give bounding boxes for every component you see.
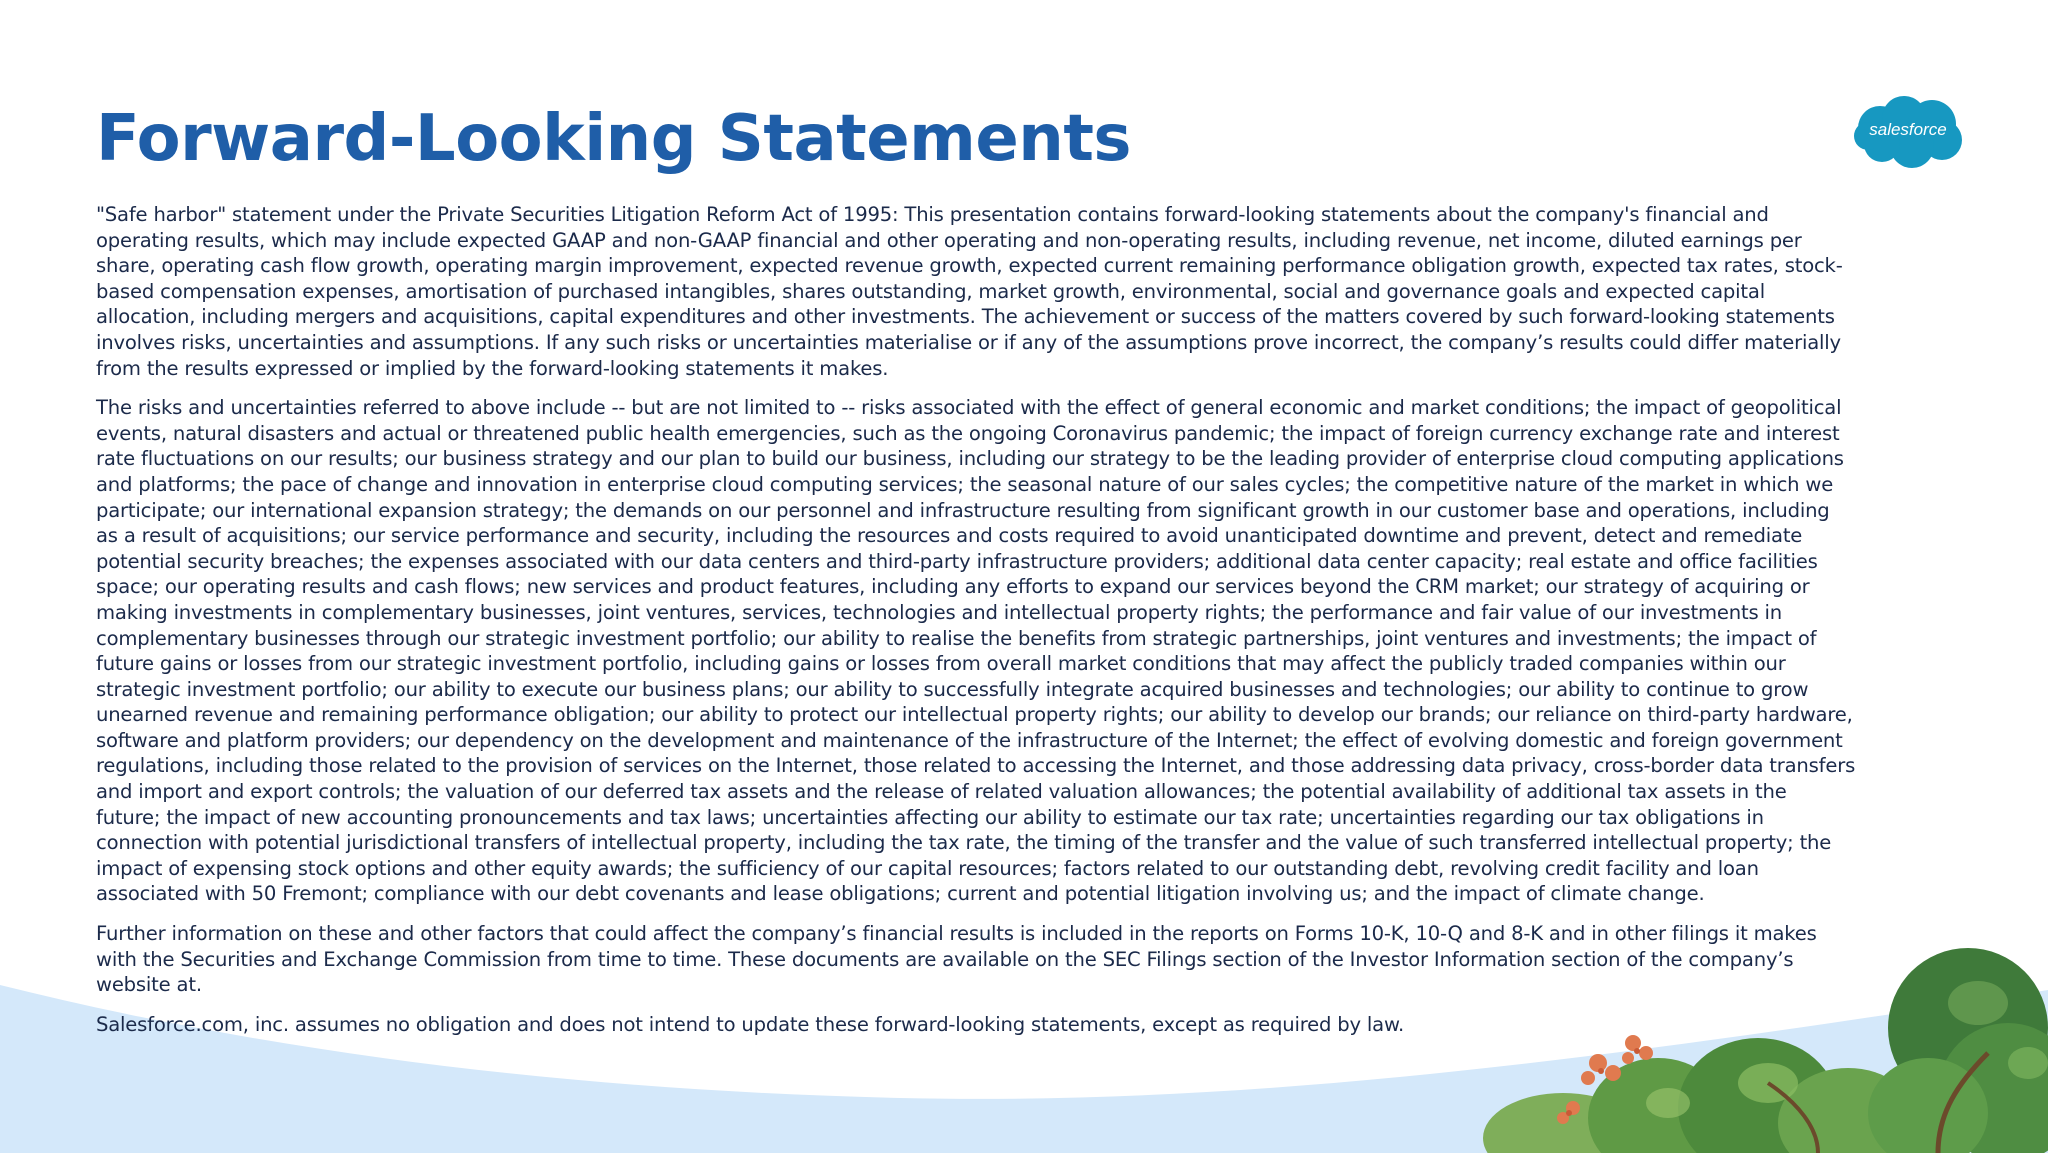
slide-title: Forward-Looking Statements <box>96 102 1131 176</box>
slide-content <box>96 96 1856 1051</box>
further-information-paragraph: Further information on these and other factors that could affect the company’s financial results is included in the reports on Forms 10-K, 10-Q and 8-K and in other filings it makes with the Securities and Exchange Commission from time to time. These documents are available on the SEC Filings section of the Investor Information section of the company’s website at. <box>96 922 1817 997</box>
risks-paragraph: The risks and uncertainties referred to above include -- but are not limited to -- risks associated with the effect of general economic and market conditions; the impact of geopolitical events, natural disasters and actual or threatened public health emergencies, such as the ongoing Coronavirus pandemic; the impact of foreign currency exchange rate and interest rate fluctuations on our results; our business strategy and our plan to build our business, including our strategy to be the leading provider of enterprise cloud computing applications and platforms; the pace of change and innovation in enterprise cloud computing services; the seasonal nature of our sales cycles; the competitive nature of the market in which we participate; our international expansion strategy; the demands on our personnel and infrastructure resulting from significant growth in our customer base and operations, including as a result of acquisitions; our service performance and security, including the resources and costs required to avoid unanticipated downtime and prevent, detect and remediate potential security breaches; the expenses associated with our data centers and third-party infrastructure providers; additional data center capacity; real estate and office facilities space; our operating results and cash flows; new services and product features, including any efforts to expand our services beyond the CRM market; our strategy of acquiring or making investments in complementary businesses, joint ventures, services, technologies and intellectual property rights; the performance and fair value of our investments in complementary businesses through our strategic investment portfolio; our ability to realise the benefits from strategic partnerships, joint ventures and investments; the impact of future gains or losses from our strategic investment portfolio, including gains or losses from overall market conditions that may affect the publicly traded companies within our strategic investment portfolio; our ability to execute our business plans; our ability to successfully integrate acquired businesses and technologies; our ability to continue to grow unearned revenue and remaining performance obligation; our ability to protect our intellectual property rights; our ability to develop our brands; our reliance on third-party hardware, software and platform providers; our dependency on the development and maintenance of the infrastructure of the Internet; the effect of evolving domestic and foreign government regulations, including those related to the provision of services on the Internet, those related to accessing the Internet, and those addressing data privacy, cross-border data transfers and import and export controls; the valuation of our deferred tax assets and the release of related valuation allowances; the potential availability of additional tax assets in the future; the impact of new accounting pronouncements and tax laws; uncertainties affecting our ability to estimate our tax rate; uncertainties regarding our tax obligations in connection with potential jurisdictional transfers of intellectual property, including the tax rate, the timing of the transfer and the value of such transferred intellectual property; the impact of expensing stock options and other equity awards; the sufficiency of our capital resources; factors related to our outstanding debt, revolving credit facility and loan associated with 50 Fremont; compliance with our debt covenants and lease obligations; current and potential litigation involving us; and the impact of climate change. <box>96 396 1856 906</box>
logo-text: salesforce <box>1869 120 1947 139</box>
safe-harbor-paragraph: "Safe harbor" statement under the Private Securities Litigation Reform Act of 1995: This presentation contains forward-looking statements about the company's financial and operating results, which may include expected GAAP and non-GAAP financial and other operating and non-operating results, including revenue, net income, diluted earnings per share, operating cash flow growth, operating margin improvement, expected revenue growth, expected current remaining performance obligation growth, expected tax rates, stock-based compensation expenses, amortisation of purchased intangibles, shares outstanding, market growth, environmental, social and governance goals and expected capital allocation, including mergers and acquisitions, capital expenditures and other investments. The achievement or success of the matters covered by such forward-looking statements involves risks, uncertainties and assumptions. If any such risks or uncertainties materialise or if any of the assumptions prove incorrect, the company’s results could differ materially from the results expressed or implied by the forward-looking statements it makes. <box>96 203 1843 380</box>
no-obligation-paragraph: Salesforce.com, inc. assumes no obligation and does not intend to update these forward-looking statements, except as required by law. <box>96 1012 1405 1036</box>
salesforce-logo <box>1850 92 1966 172</box>
